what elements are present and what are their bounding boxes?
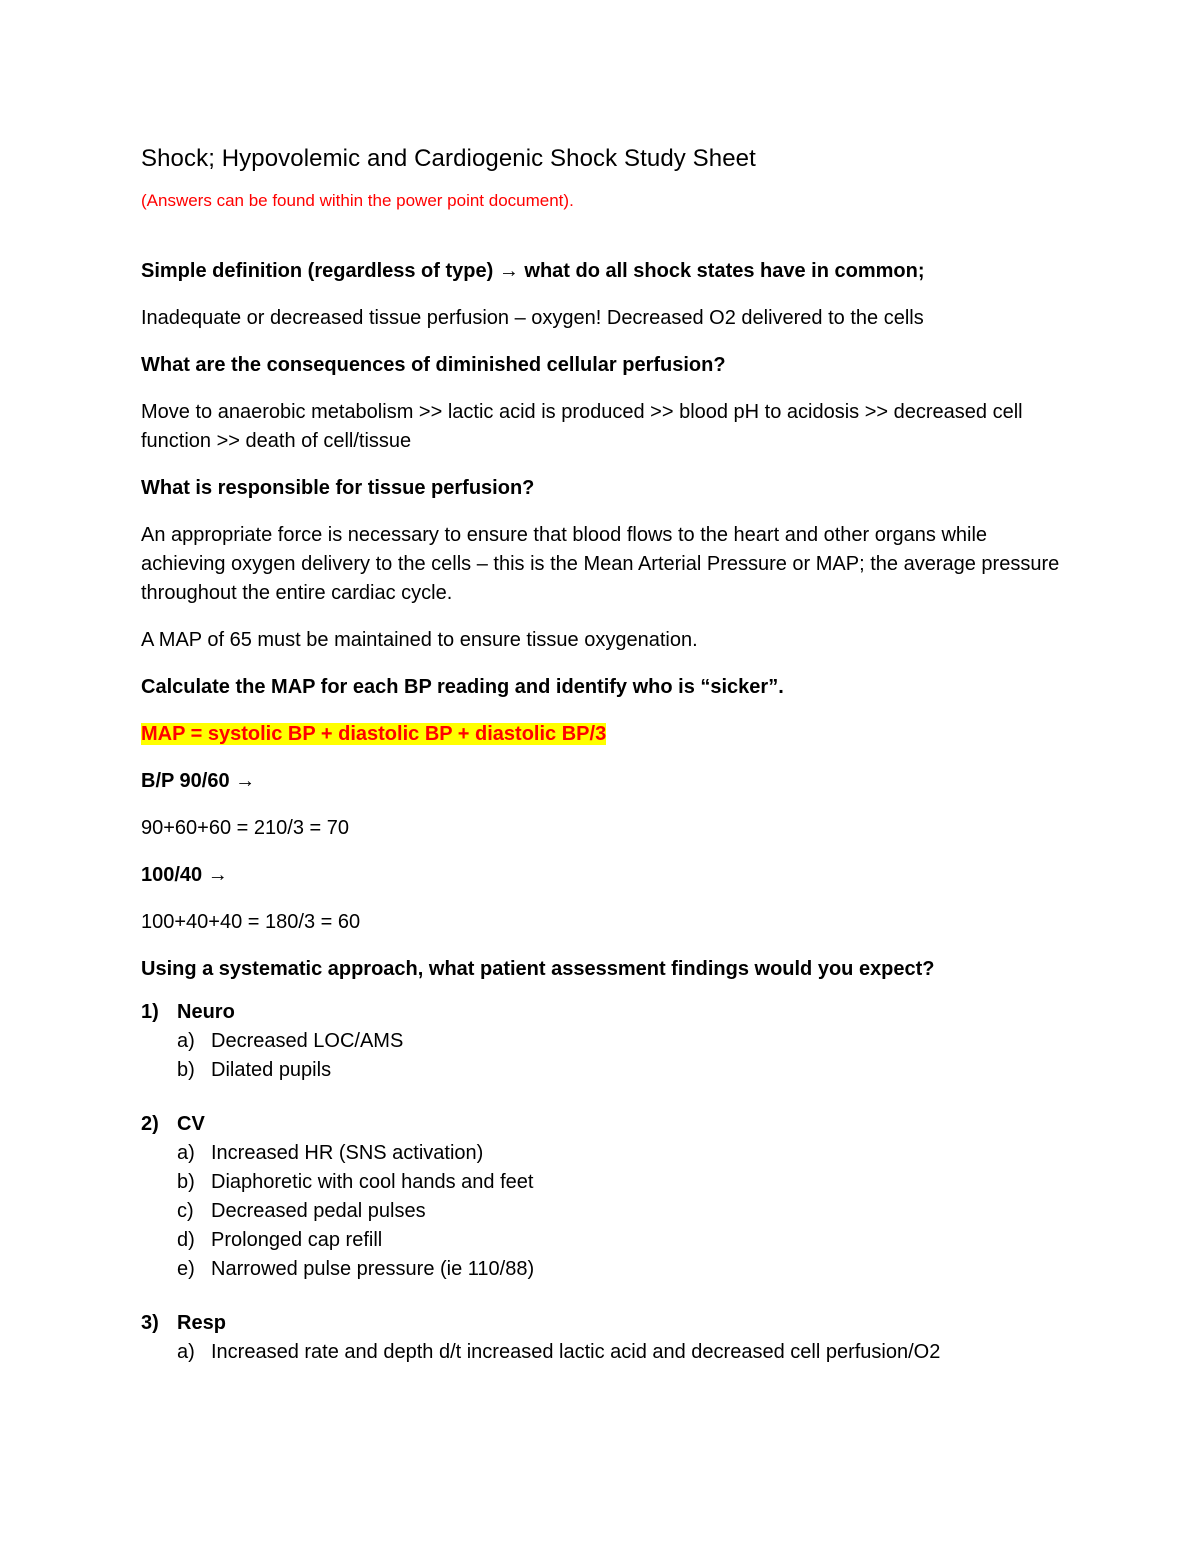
list-item-letter: b) [177,1059,195,1081]
bp-reading-2-label: 100/40 [141,864,208,886]
list-item [141,1027,1061,1056]
answer-consequences: Move to anaerobic metabolism >> lactic acid is produced >> blood pH to acidosis >> decreased cell function >> death of cell/tissue [141,401,1023,452]
list-heading-label: Neuro [177,1001,235,1023]
list-item [141,1056,1061,1085]
question-calculate-map: Calculate the MAP for each BP reading and identify who is “sicker”. [141,676,784,698]
list-number: 1) [141,1001,159,1023]
question-assessment: Using a systematic approach, what patient assessment findings would you expect? [141,958,935,980]
list-number: 2) [141,1113,159,1135]
question-consequences: What are the consequences of diminished cellular perfusion? [141,354,726,376]
question-definition-text-end: what do all shock states have in common; [518,260,925,282]
list-item-letter: a) [177,1142,195,1164]
list-number: 3) [141,1312,159,1334]
assessment-section-cv [141,1110,1061,1284]
bp-calc-1: 90+60+60 = 210/3 = 70 [141,817,349,839]
list-item-text: Increased HR (SNS activation) [211,1142,484,1164]
list-item-text: Diaphoretic with cool hands and feet [211,1171,534,1193]
list-item-text: Decreased pedal pulses [211,1200,426,1222]
list-item-letter: c) [177,1200,194,1222]
list-item-text: Prolonged cap refill [211,1229,383,1251]
list-item-text: Decreased LOC/AMS [211,1030,404,1052]
map-formula-text: MAP = systolic BP + diastolic BP + diastolic BP/3 [141,723,607,745]
right-arrow-icon: → [498,260,519,282]
question-definition-text: Simple definition (regardless of type) [141,260,499,282]
list-item [141,1255,1061,1284]
list-item-letter: e) [177,1258,195,1280]
list-item [141,1226,1061,1255]
answer-perfusion: An appropriate force is necessary to ensure that blood flows to the heart and other organs while achieving oxygen delivery to the cells – this is the Mean Arterial Pressure or MAP; the average pressure throughout the entire cardiac cycle. [141,524,1060,604]
bp-reading-1-label: B/P 90/60 [141,770,236,792]
right-arrow-icon: → [235,770,256,792]
assessment-section-resp [141,1309,1061,1367]
assessment-section-neuro [141,998,1061,1085]
answer-definition: Inadequate or decreased tissue perfusion – oxygen! Decreased O2 delivered to the cells [141,307,924,329]
list-heading-label: Resp [177,1312,226,1334]
list-item-letter: a) [177,1341,195,1363]
list-item [141,1338,1061,1367]
list-item [141,1139,1061,1168]
answers-note: (Answers can be found within the power point document). [141,191,574,210]
list-heading-label: CV [177,1113,205,1135]
list-item-text: Dilated pupils [211,1059,332,1081]
list-heading [141,998,1061,1027]
map-formula [141,720,1061,749]
list-item-letter: a) [177,1030,195,1052]
right-arrow-icon: → [207,864,228,886]
list-item-text: Increased rate and depth d/t increased lactic acid and decreased cell perfusion/O2 [211,1341,941,1363]
bp-reading-2 [141,861,1061,890]
list-item-letter: d) [177,1229,195,1251]
list-item-text: Narrowed pulse pressure (ie 110/88) [211,1258,535,1280]
bp-reading-1 [141,767,1061,796]
document-body [141,140,1061,1392]
list-heading [141,1110,1061,1139]
document-title: Shock; Hypovolemic and Cardiogenic Shock Study Sheet [141,145,756,172]
question-definition [141,257,1061,286]
list-item-letter: b) [177,1171,195,1193]
map-note: A MAP of 65 must be maintained to ensure tissue oxygenation. [141,629,698,651]
list-item [141,1168,1061,1197]
list-heading [141,1309,1061,1338]
list-item [141,1197,1061,1226]
bp-calc-2: 100+40+40 = 180/3 = 60 [141,911,361,933]
question-perfusion: What is responsible for tissue perfusion? [141,477,535,499]
